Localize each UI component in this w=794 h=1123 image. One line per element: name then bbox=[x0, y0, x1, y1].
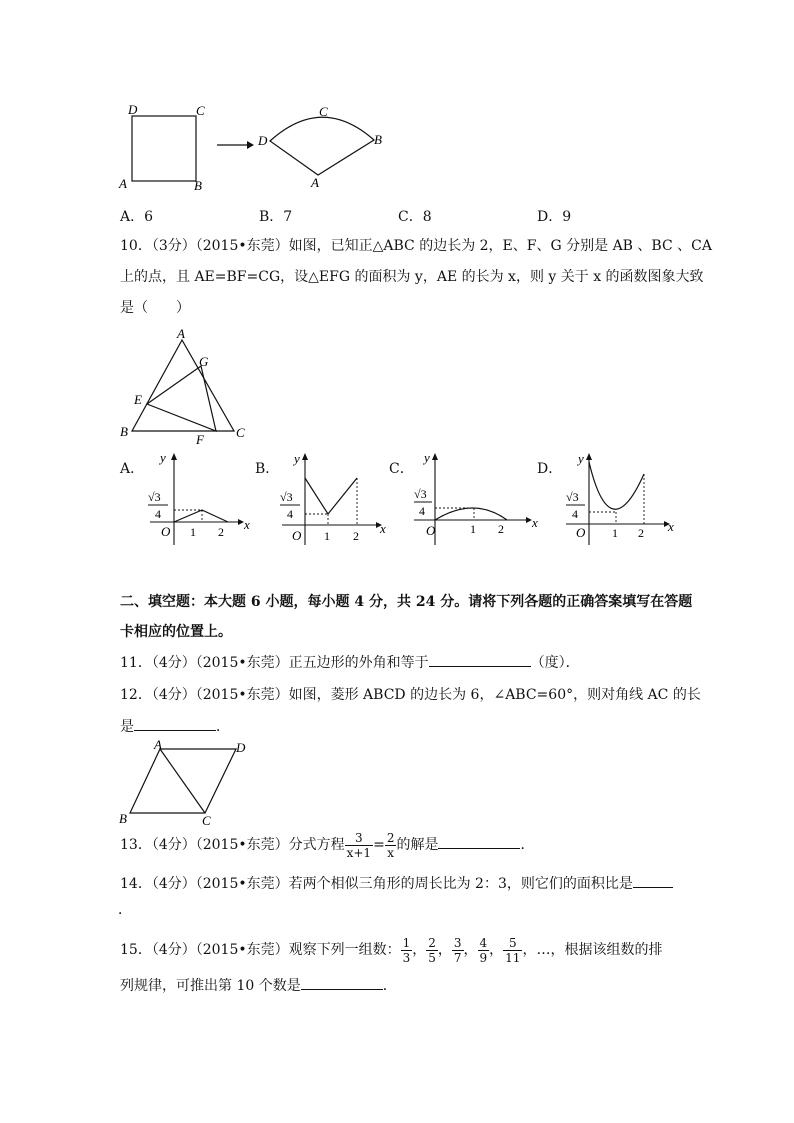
label-square-c: C bbox=[196, 103, 205, 118]
q13-equals: = bbox=[373, 837, 385, 853]
graph-d-tick-2: 2 bbox=[638, 526, 644, 540]
q15-fraction-5 bbox=[503, 936, 522, 965]
q15-frac1-num: 1 bbox=[402, 935, 411, 950]
q15-fraction-3 bbox=[452, 936, 464, 965]
graph-d-x-label: x bbox=[668, 519, 674, 534]
q15-sep-1: ， bbox=[412, 942, 427, 958]
graph-b-x-label: x bbox=[380, 521, 386, 536]
graph-c-origin-label: O bbox=[426, 523, 436, 538]
triangle-efg bbox=[147, 366, 216, 431]
q15-frac5-num: 5 bbox=[503, 936, 522, 951]
q9-option-d-value: 9 bbox=[562, 209, 572, 225]
q15-fraction-4 bbox=[478, 936, 490, 965]
y-axis-arrow-icon bbox=[586, 453, 592, 460]
label-square-d: D bbox=[128, 102, 138, 117]
graph-b-tick-1: 1 bbox=[324, 529, 330, 543]
q15-line2 bbox=[120, 975, 397, 996]
q12-answer-blank[interactable] bbox=[134, 716, 216, 731]
q13-frac1-num: 3 bbox=[345, 831, 373, 846]
q9-figures bbox=[110, 98, 400, 198]
q13-frac2-num: 2 bbox=[386, 830, 395, 845]
q13-fraction-2 bbox=[385, 831, 397, 860]
q13-after: 的解是 bbox=[396, 837, 439, 853]
q10-line3: 是（ ） bbox=[120, 300, 190, 316]
graph-d-origin-label: O bbox=[576, 525, 586, 540]
graph-d-curve bbox=[589, 462, 644, 509]
graph-b-sqrt3: √3 bbox=[280, 490, 293, 504]
q10-graph-a[interactable] bbox=[140, 450, 255, 550]
label-square-b: B bbox=[194, 178, 202, 193]
graph-b-origin-label: O bbox=[292, 528, 302, 543]
graph-a-four: 4 bbox=[155, 507, 161, 521]
sector-shape bbox=[270, 117, 374, 175]
q15-sep-3: ， bbox=[463, 942, 478, 958]
q13-frac1-den: x+1 bbox=[346, 845, 372, 860]
label-tri-e: E bbox=[134, 392, 142, 407]
q12-rhombus-figure bbox=[114, 736, 264, 826]
label-rh-c: C bbox=[202, 813, 211, 826]
y-axis-arrow-icon bbox=[302, 453, 308, 460]
q13-frac2-den: x bbox=[387, 845, 395, 860]
q10-graph-b[interactable] bbox=[272, 450, 392, 550]
q10-triangle-figure bbox=[114, 326, 264, 446]
graph-a-x-label: x bbox=[244, 517, 250, 532]
graph-a-tick-1: 1 bbox=[190, 525, 196, 539]
label-tri-b: B bbox=[120, 424, 128, 439]
graph-d-sqrt3: √3 bbox=[566, 490, 579, 504]
q10-line1: 10．（3分）（2015•东莞）如图，已知正△ABC 的边长为 2，E、F、G 分别是 AB 、BC 、CA bbox=[120, 238, 712, 254]
q9-option-a-letter: A． bbox=[120, 209, 145, 225]
q9-option-b-letter: B． bbox=[259, 209, 284, 225]
q9-option-a-value: 6 bbox=[144, 209, 154, 225]
q13-answer-blank[interactable] bbox=[438, 834, 520, 849]
graph-b-tick-2: 2 bbox=[353, 529, 359, 543]
q13-fraction-1 bbox=[345, 831, 373, 860]
q9-option-c[interactable] bbox=[398, 206, 432, 226]
q11-unit: （度）． bbox=[530, 655, 580, 671]
arrow-head-icon bbox=[247, 141, 254, 149]
q9-option-a[interactable] bbox=[120, 206, 153, 226]
graph-a-origin-label: O bbox=[161, 524, 171, 539]
q13 bbox=[120, 830, 534, 860]
q15-text: 15．（4分）（2015•东莞）观察下列一组数： bbox=[120, 942, 401, 958]
label-sector-c: C bbox=[319, 104, 328, 119]
label-square-a: A bbox=[119, 176, 127, 191]
q14-text: 14．（4分）（2015•东莞）若两个相似三角形的周长比为 2：3，则它们的面积比是 bbox=[120, 876, 633, 892]
q15-fraction-2 bbox=[426, 936, 438, 965]
q9-option-c-letter: C． bbox=[398, 209, 423, 225]
square-abcd bbox=[132, 116, 196, 181]
y-axis-arrow-icon bbox=[432, 453, 438, 460]
q15-sep-5: ， bbox=[522, 942, 537, 958]
graph-c-tick-2: 2 bbox=[498, 522, 504, 536]
q9-option-b[interactable] bbox=[259, 206, 292, 226]
label-rh-b: B bbox=[119, 811, 127, 826]
graph-d-tick-1: 1 bbox=[612, 526, 618, 540]
q10-graph-c[interactable] bbox=[408, 450, 543, 550]
label-rh-a: A bbox=[154, 737, 162, 752]
label-sector-b: B bbox=[374, 132, 382, 147]
q15-ellipsis: …，根据该组数的排 bbox=[536, 942, 663, 958]
section2-heading-line2: 卡相应的位置上。 bbox=[120, 624, 232, 640]
q15-frac4-num: 4 bbox=[479, 935, 488, 950]
q9-option-d-letter: D． bbox=[537, 209, 563, 225]
q15-frac4-den: 9 bbox=[479, 950, 488, 965]
q9-option-d[interactable] bbox=[537, 206, 571, 226]
q15-sep-2: ， bbox=[437, 942, 452, 958]
q13-end: ． bbox=[520, 837, 535, 853]
q11-answer-blank[interactable] bbox=[429, 652, 531, 667]
graph-c-tick-1: 1 bbox=[470, 522, 476, 536]
q11-text: 11．（4分）（2015•东莞）正五边形的外角和等于 bbox=[120, 655, 429, 671]
y-axis-arrow-icon bbox=[171, 453, 177, 460]
graph-b-curve bbox=[305, 478, 357, 514]
triangle-abc bbox=[132, 340, 234, 431]
q9-option-b-value: 7 bbox=[283, 209, 293, 225]
q15-frac1-den: 3 bbox=[402, 950, 411, 965]
q9-option-c-value: 8 bbox=[422, 209, 432, 225]
graph-c-curve bbox=[435, 508, 507, 520]
q10-option-c-letter[interactable]: C． bbox=[389, 461, 414, 477]
q15-sep-4: ， bbox=[489, 942, 504, 958]
q10-option-a-letter[interactable]: A． bbox=[120, 461, 145, 477]
graph-a-y-label: y bbox=[160, 450, 166, 465]
label-sector-d: D bbox=[258, 133, 268, 148]
q15-frac3-den: 7 bbox=[453, 950, 462, 965]
graph-b-y-label: y bbox=[294, 451, 300, 466]
q15-line1 bbox=[120, 933, 662, 967]
q15-frac2-den: 5 bbox=[428, 950, 436, 965]
q12-line2-end: ． bbox=[216, 719, 230, 735]
q12-line2 bbox=[120, 716, 230, 737]
graph-c-y-label: y bbox=[424, 450, 430, 465]
graph-d-y-label: y bbox=[578, 451, 584, 466]
graph-a-curve bbox=[174, 510, 228, 522]
diagonal-ac bbox=[160, 749, 205, 813]
q10-line2: 上的点，且 AE=BF=CG，设△EFG 的面积为 y，AE 的长为 x，则 y 关于 x 的函数图象大致 bbox=[120, 269, 704, 285]
label-tri-f: F bbox=[196, 432, 204, 446]
label-tri-g: G bbox=[199, 354, 209, 369]
q11 bbox=[120, 652, 580, 673]
graph-d-four: 4 bbox=[572, 507, 578, 521]
graph-b-four: 4 bbox=[287, 507, 293, 521]
q12-line2-text: 是 bbox=[120, 719, 134, 735]
graph-c-four: 4 bbox=[419, 504, 425, 518]
q14-line2: ． bbox=[118, 902, 132, 918]
graph-a-tick-2: 2 bbox=[218, 525, 224, 539]
label-rh-d: D bbox=[236, 740, 246, 755]
graph-c-sqrt3: √3 bbox=[414, 487, 427, 501]
q10-option-d-letter[interactable]: D． bbox=[537, 461, 563, 477]
q14-answer-blank[interactable] bbox=[633, 873, 673, 888]
q13-text: 13．（4分）（2015•东莞）分式方程 bbox=[120, 837, 345, 853]
label-tri-a: A bbox=[177, 326, 185, 341]
q10-option-b-letter[interactable]: B． bbox=[255, 461, 280, 477]
graph-a-sqrt3: √3 bbox=[148, 490, 161, 504]
q15-line2-text: 列规律，可推出第 10 个数是 bbox=[120, 978, 301, 994]
q10-graph-d[interactable] bbox=[558, 450, 683, 550]
q14-line1 bbox=[120, 873, 673, 894]
q15-frac3-num: 3 bbox=[453, 935, 462, 950]
q12-line1: 12．（4分）（2015•东莞）如图，菱形 ABCD 的边长为 6，∠ABC=60°，则对角线 AC 的长 bbox=[120, 687, 701, 703]
q15-fraction-1 bbox=[401, 936, 413, 965]
q15-frac5-den: 11 bbox=[505, 950, 521, 965]
label-tri-c: C bbox=[236, 425, 245, 440]
q15-answer-blank[interactable] bbox=[301, 975, 383, 990]
q15-frac2-num: 2 bbox=[428, 935, 436, 950]
section2-heading-line1: 二、填空题：本大题 6 小题，每小题 4 分，共 24 分。请将下列各题的正确答案填写在答题 bbox=[120, 594, 693, 610]
graph-c-x-label: x bbox=[532, 515, 538, 530]
label-sector-a: A bbox=[311, 175, 319, 190]
q15-line2-end: ． bbox=[382, 978, 397, 994]
